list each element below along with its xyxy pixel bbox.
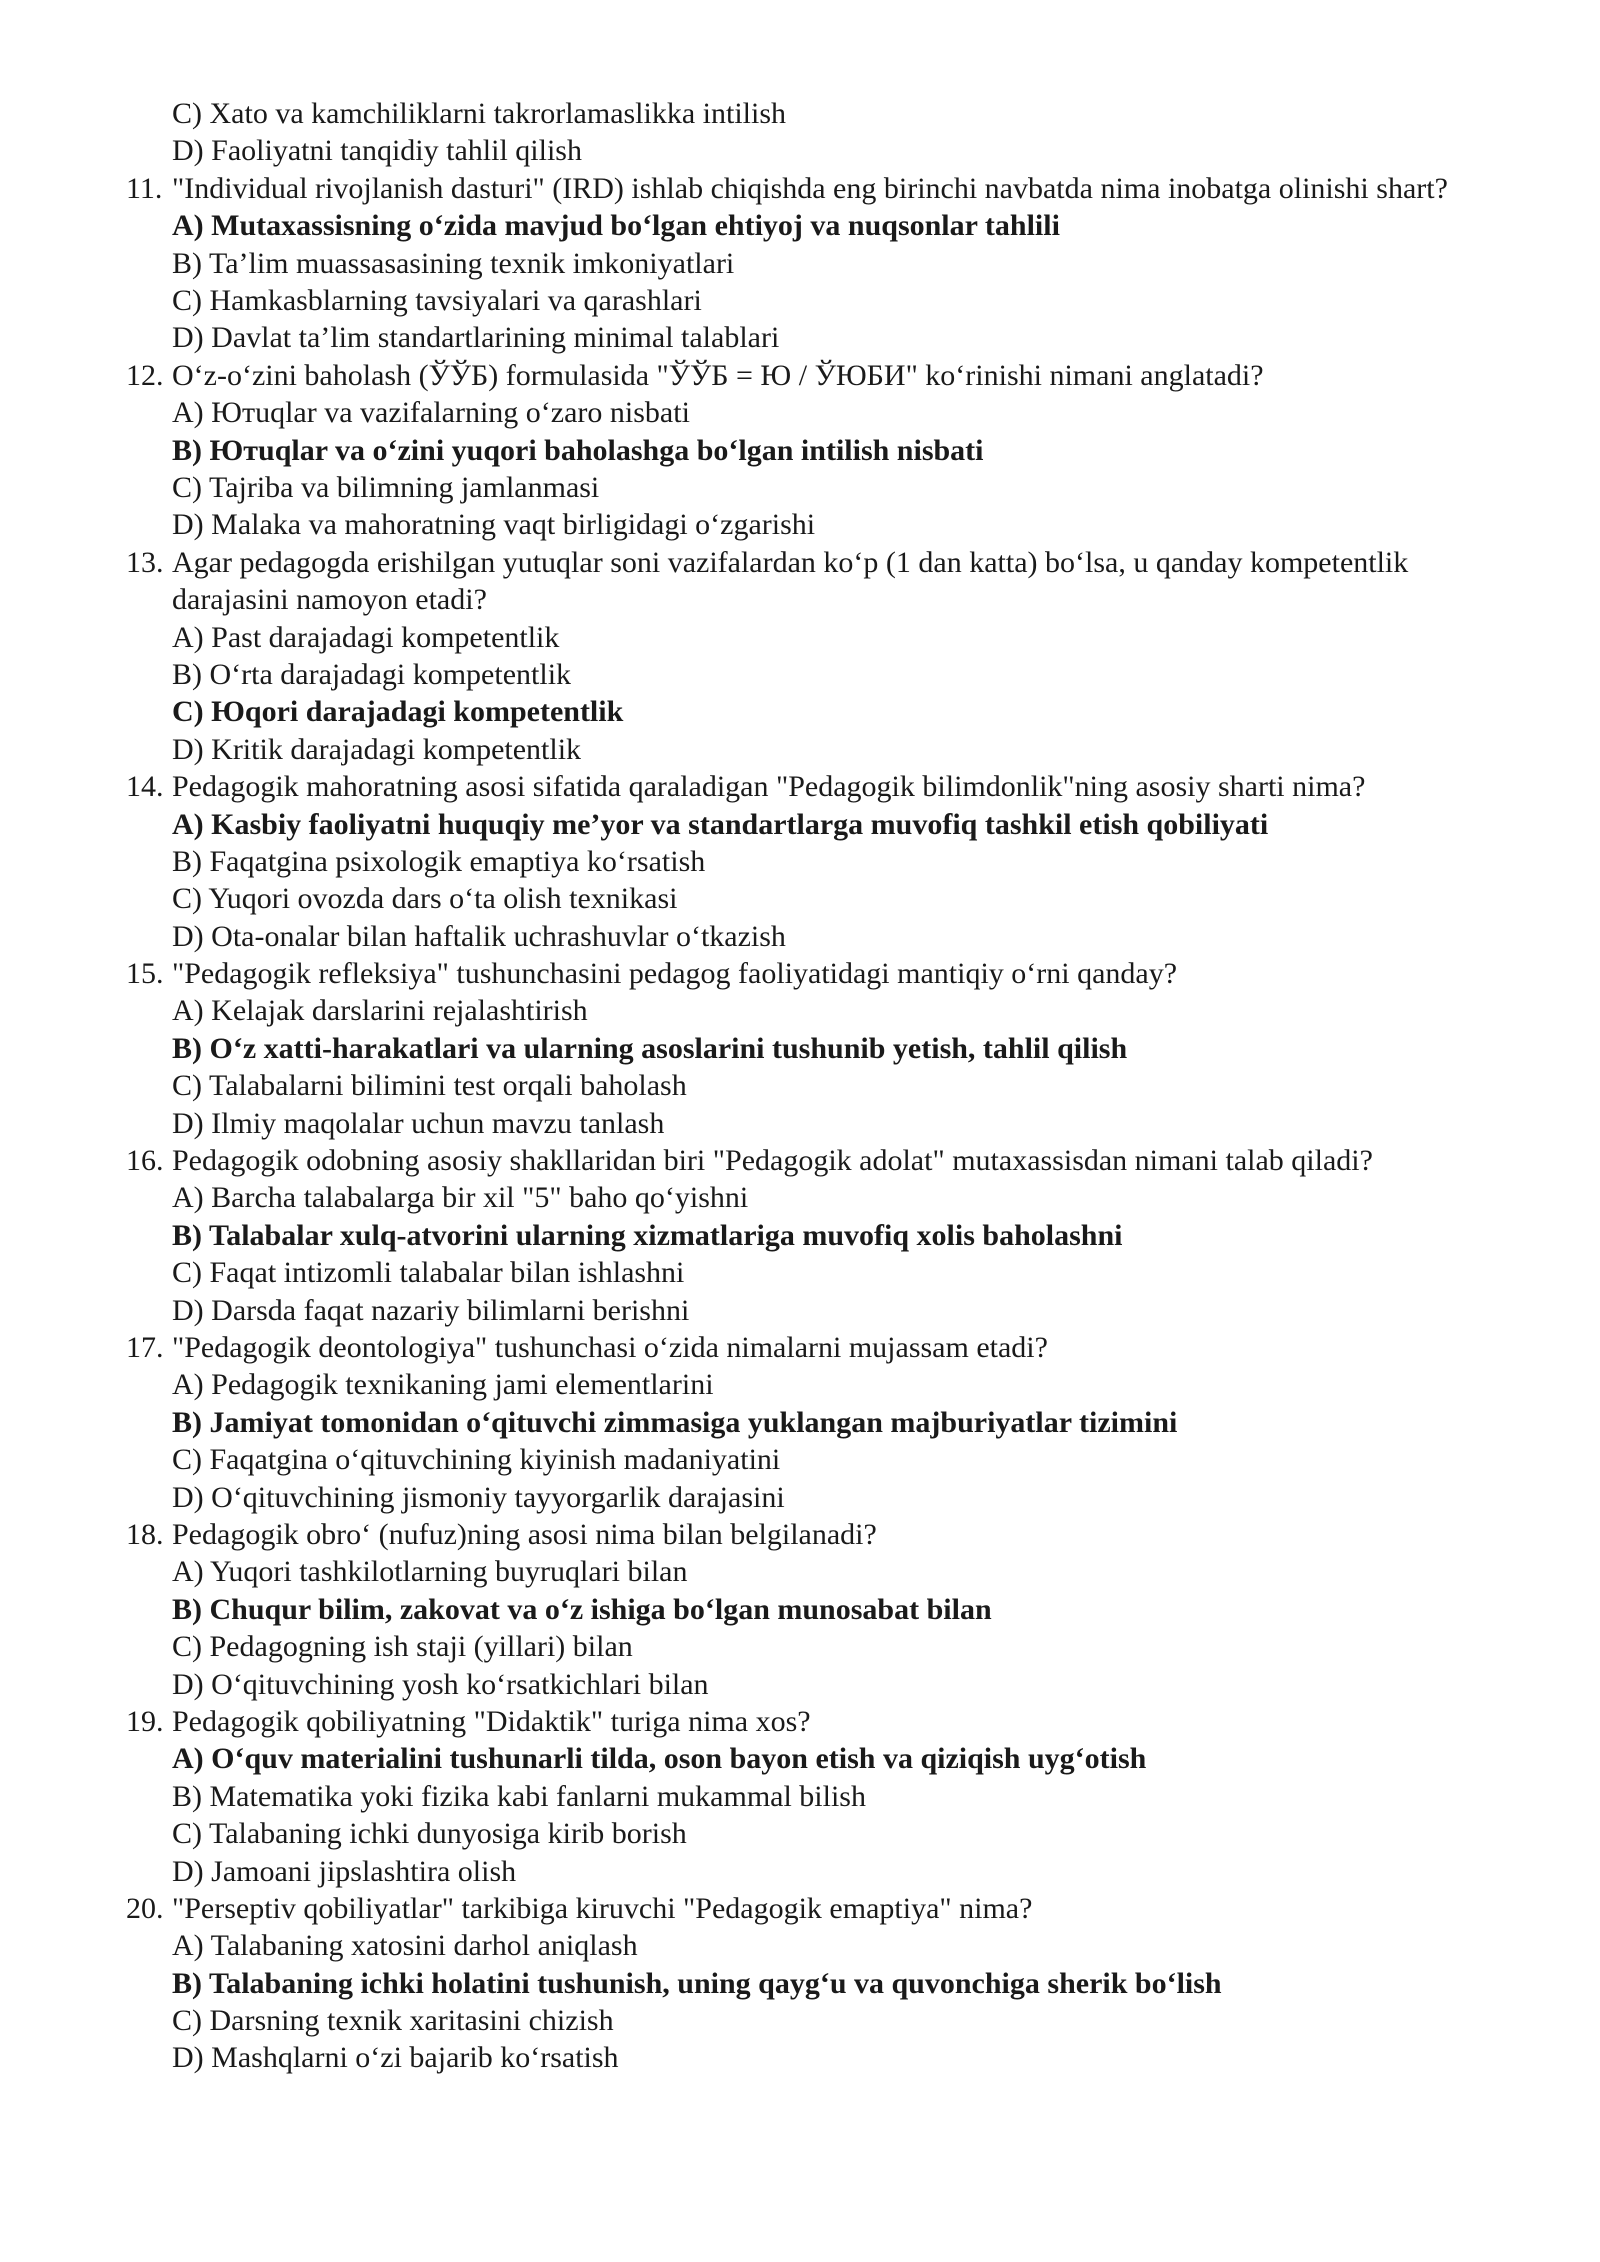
- question-16: [0, 1142, 1600, 1179]
- option-line: C) Yuqori ovozda dars o‘ta olish texnikasi: [172, 882, 678, 916]
- option-line-correct: B) Talabalar xulq-atvorini ularning xizmatlariga muvofiq xolis baholashni: [172, 1218, 1123, 1252]
- question-text: "Pedagogik deontologiya" tushunchasi o‘zida nimalarni mujassam etadi?: [172, 1331, 1048, 1364]
- option-line: C) Talabaning ichki dunyosiga kirib borish: [172, 1817, 687, 1851]
- option-line-correct: B) Chuqur bilim, zakovat va o‘z ishiga bo‘lgan munosabat bilan: [172, 1592, 992, 1626]
- option-line: C) Talabalarni bilimini test orqali baholash: [172, 1069, 687, 1103]
- question-19: [0, 1703, 1600, 1740]
- question-20: [0, 1890, 1600, 1927]
- option-line: B) Faqatgina psixologik emaptiya ko‘rsatish: [172, 844, 706, 878]
- option-line-correct: B) O‘z xatti-harakatlari va ularning asoslarini tushunib yetish, tahlil qilish: [172, 1031, 1128, 1065]
- question-number: 15.: [126, 957, 164, 991]
- question-number: 14.: [126, 770, 164, 804]
- question-number: 12.: [126, 358, 164, 392]
- test-content: [0, 95, 1600, 2077]
- option-line: C) Tajriba va bilimning jamlanmasi: [172, 470, 600, 504]
- option-line: C) Darsning texnik xaritasini chizish: [172, 2004, 614, 2038]
- question-number: 17.: [126, 1331, 164, 1364]
- question-number: 20.: [126, 1891, 164, 1925]
- question-text: Pedagogik qobiliyatning "Didaktik" turiga nima xos?: [172, 1704, 811, 1738]
- option-line: C) Pedagogning ish staji (yillari) bilan: [172, 1630, 633, 1664]
- option-line: C) Faqat intizomli talabalar bilan ishlashni: [172, 1256, 685, 1290]
- option-line: D) Darsda faqat nazariy bilimlarni berishni: [172, 1293, 690, 1327]
- option-line-correct: B) Ютuqlar va o‘zini yuqori baholashga bo‘lgan intilish nisbati: [172, 433, 984, 467]
- option-line: B) Ta’lim muassasasining texnik imkoniyatlari: [172, 246, 735, 280]
- option-line: D) Jamoani jipslashtira olish: [172, 1854, 517, 1888]
- question-text: Pedagogik mahoratning asosi sifatida qaraladigan "Pedagogik bilimdonlik"ning asosiy sharti nima?: [172, 770, 1366, 804]
- question-12: [0, 357, 1600, 394]
- option-line: A) Barcha talabalarga bir xil "5" baho qo‘yishni: [172, 1181, 749, 1215]
- option-line: D) Mashqlarni o‘zi bajarib ko‘rsatish: [172, 2041, 619, 2075]
- question-number: 18.: [126, 1517, 164, 1551]
- option-line: C) Xato va kamchiliklarni takrorlamaslikka intilish: [172, 97, 787, 130]
- question-18: [0, 1516, 1600, 1553]
- option-line-correct: A) Kasbiy faoliyatni huquqiy me’yor va standartlarga muvofiq tashkil etish qobiliyati: [172, 807, 1269, 841]
- question-text: Pedagogik obro‘ (nufuz)ning asosi nima bilan belgilanadi?: [172, 1517, 877, 1551]
- question-11: [0, 170, 1600, 207]
- question-number: 13.: [126, 545, 164, 579]
- question-text: Pedagogik odobning asosiy shakllaridan biri "Pedagogik adolat" mutaxassisdan nimani talab qiladi?: [172, 1144, 1373, 1178]
- question-text: O‘z-o‘zini baholash (ЎЎБ) formulasida "ЎЎБ = Ю / ЎЮБИ" ko‘rinishi nimani anglatadi?: [172, 358, 1264, 392]
- option-line: C) Hamkasblarning tavsiyalari va qarashlari: [172, 283, 702, 317]
- question-17: [0, 1329, 1600, 1366]
- option-line: A) Past darajadagi kompetentlik: [172, 620, 560, 654]
- option-line: B) O‘rta darajadagi kompetentlik: [172, 657, 572, 691]
- question-number: 16.: [126, 1144, 164, 1178]
- option-line: D) Davlat ta’lim standartlarining minimal talablari: [172, 321, 780, 355]
- option-line: C) Faqatgina o‘qituvchining kiyinish madaniyatini: [172, 1443, 781, 1477]
- option-line: A) Yuqori tashkilotlarning buyruqlari bilan: [172, 1555, 688, 1589]
- option-line: A) Ютuqlar va vazifalarning o‘zaro nisbati: [172, 396, 690, 430]
- option-line-correct: A) Mutaxassisning o‘zida mavjud bo‘lgan ehtiyoj va nuqsonlar tahlili: [172, 209, 1060, 243]
- question-number: 19.: [126, 1704, 164, 1738]
- question-15: [0, 955, 1600, 992]
- option-line: D) Ota-onalar bilan haftalik uchrashuvlar o‘tkazish: [172, 919, 786, 953]
- question-number: 11.: [126, 171, 163, 205]
- option-line: A) Kelajak darslarini rejalashtirish: [172, 994, 588, 1028]
- option-line: A) Talabaning xatosini darhol aniqlash: [172, 1929, 638, 1963]
- option-line: D) O‘qituvchining jismoniy tayyorgarlik darajasini: [172, 1480, 785, 1514]
- option-line: D) O‘qituvchining yosh ko‘rsatkichlari bilan: [172, 1667, 709, 1701]
- question-text: "Pedagogik refleksiya" tushunchasini pedagog faoliyatidagi mantiqiy o‘rni qanday?: [172, 957, 1178, 991]
- option-line-correct: A) O‘quv materialini tushunarli tilda, oson bayon etish va qiziqish uyg‘otish: [172, 1742, 1147, 1776]
- option-line: A) Pedagogik texnikaning jami elementlarini: [172, 1368, 714, 1402]
- question-14: [0, 768, 1600, 805]
- option-line-correct: B) Talabaning ichki holatini tushunish, uning qayg‘u va quvonchiga sherik bo‘lish: [172, 1966, 1222, 2000]
- option-line: B) Matematika yoki fizika kabi fanlarni mukammal bilish: [172, 1779, 866, 1813]
- question-text: "Perseptiv qobiliyatlar" tarkibiga kiruvchi "Pedagogik emaptiya" nima?: [172, 1891, 1033, 1925]
- question-13: [0, 544, 1600, 619]
- option-line: D) Faoliyatni tanqidiy tahlil qilish: [172, 134, 582, 168]
- question-text: "Individual rivojlanish dasturi" (IRD) ishlab chiqishda eng birinchi navbatda nima inobatga olinishi shart?: [172, 171, 1448, 205]
- question-text: Agar pedagogda erishilgan yutuqlar soni vazifalardan ko‘p (1 dan katta) bo‘lsa, u qanday kompetentlik darajasini namoyon etadi?: [172, 545, 1409, 617]
- option-line: D) Ilmiy maqolalar uchun mavzu tanlash: [172, 1106, 665, 1140]
- option-line: D) Malaka va mahoratning vaqt birligidagi o‘zgarishi: [172, 508, 816, 542]
- option-line-correct: B) Jamiyat tomonidan o‘qituvchi zimmasiga yuklangan majburiyatlar tizimini: [172, 1405, 1178, 1439]
- option-line-correct: C) Юqori darajadagi kompetentlik: [172, 695, 624, 729]
- option-line: D) Kritik darajadagi kompetentlik: [172, 732, 582, 766]
